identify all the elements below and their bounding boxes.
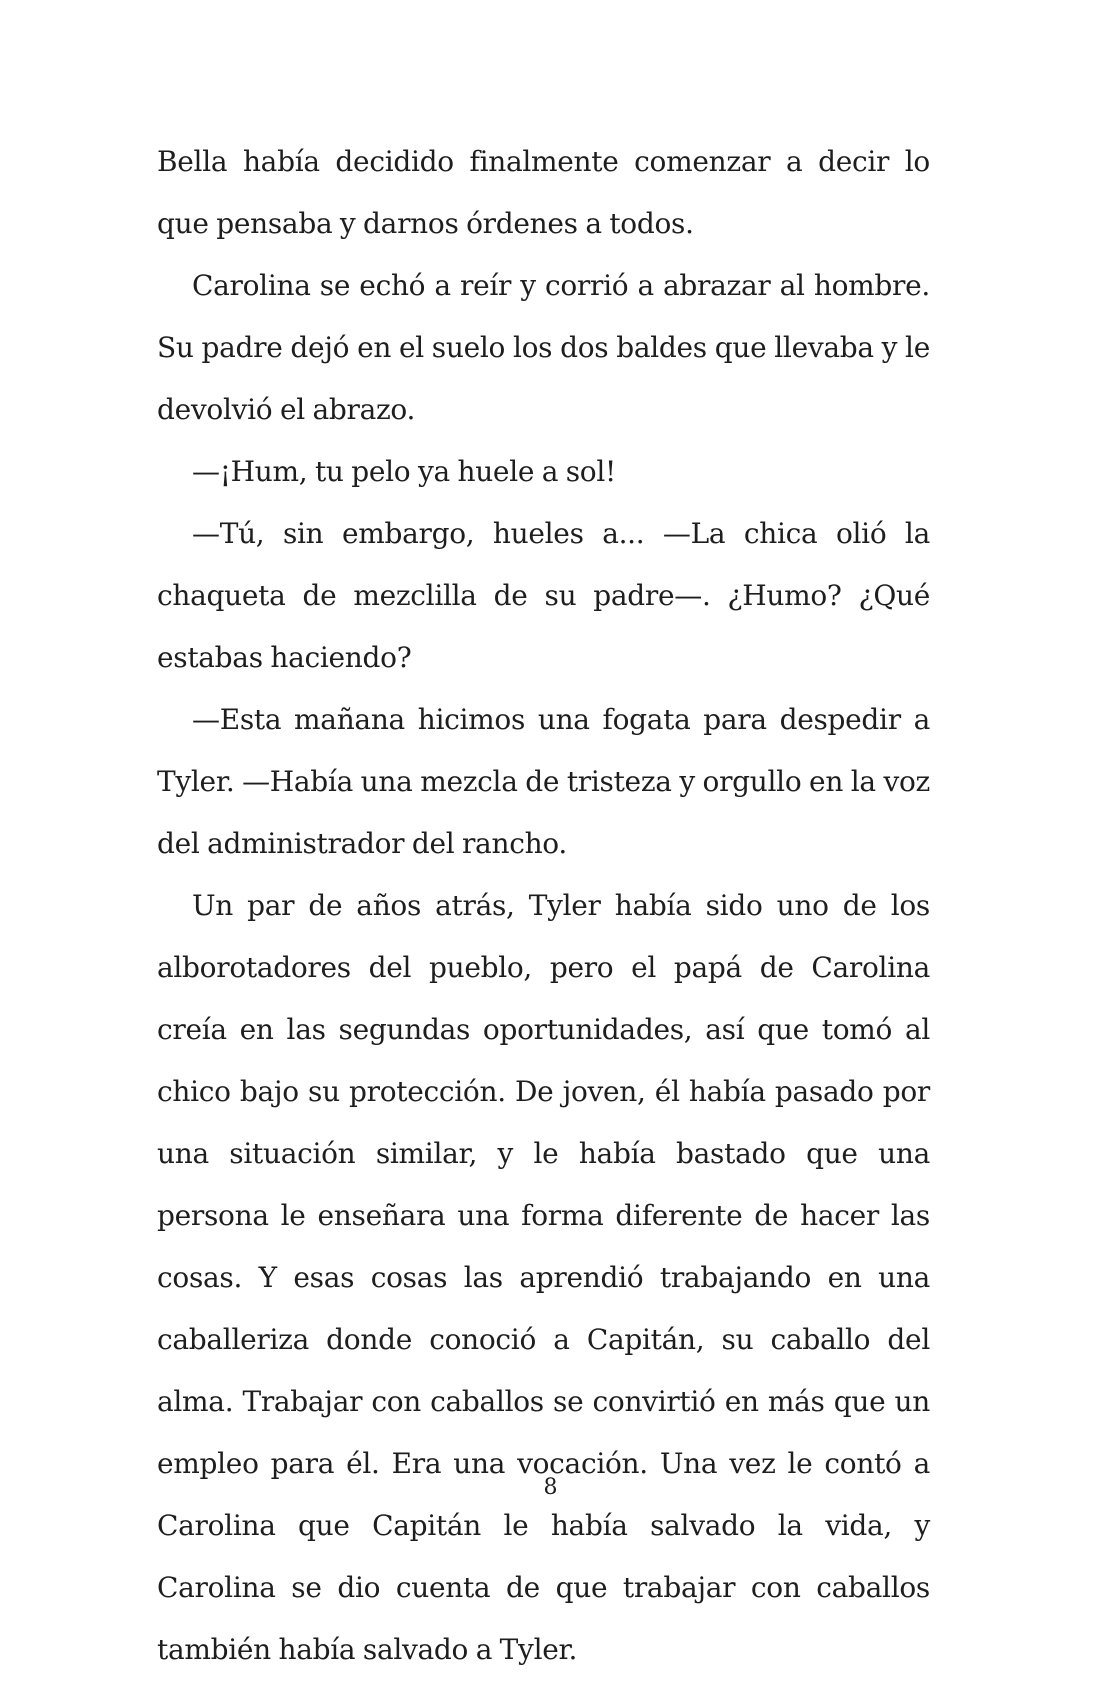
- paragraph-2: Carolina se echó a reír y corrió a abrazar al hombre. Su padre dejó en el suelo los dos baldes que llevaba y le devolvió el abrazo.: [157, 269, 930, 426]
- body-text: [157, 131, 930, 1681]
- paragraph-3: —¡Hum, tu pelo ya huele a sol!: [192, 455, 616, 488]
- paragraph-4: —Tú, sin embargo, hueles a... —La chica olió la chaqueta de mezclilla de su padre—. ¿Humo? ¿Qué estabas haciendo?: [157, 517, 930, 674]
- paragraph-6: Un par de años atrás, Tyler había sido uno de los alborotadores del pueblo, pero el papá de Carolina creía en las segundas oportunidades, así que tomó al chico bajo su protección. De joven, él había pasado por una situación similar, y le había bastado que una persona le enseñara una forma diferente de hacer las cosas. Y esas cosas las aprendió trabajando en una caballeriza donde conoció a Capitán, su caballo del alma. Trabajar con caballos se convirtió en más que un empleo para él. Era una vocación. Una vez le contó a Carolina que Capitán le había salvado la vida, y Carolina se dio cuenta de que trabajar con caballos también había salvado a Tyler.: [157, 889, 930, 1666]
- paragraph-1: Bella había decidido finalmente comenzar a decir lo que pensaba y darnos órdenes a todos.: [157, 145, 930, 240]
- paragraph-5: —Esta mañana hicimos una fogata para despedir a Tyler. —Había una mezcla de tristeza y orgullo en la voz del administrador del rancho.: [157, 703, 930, 860]
- page-number: 8: [543, 1475, 558, 1500]
